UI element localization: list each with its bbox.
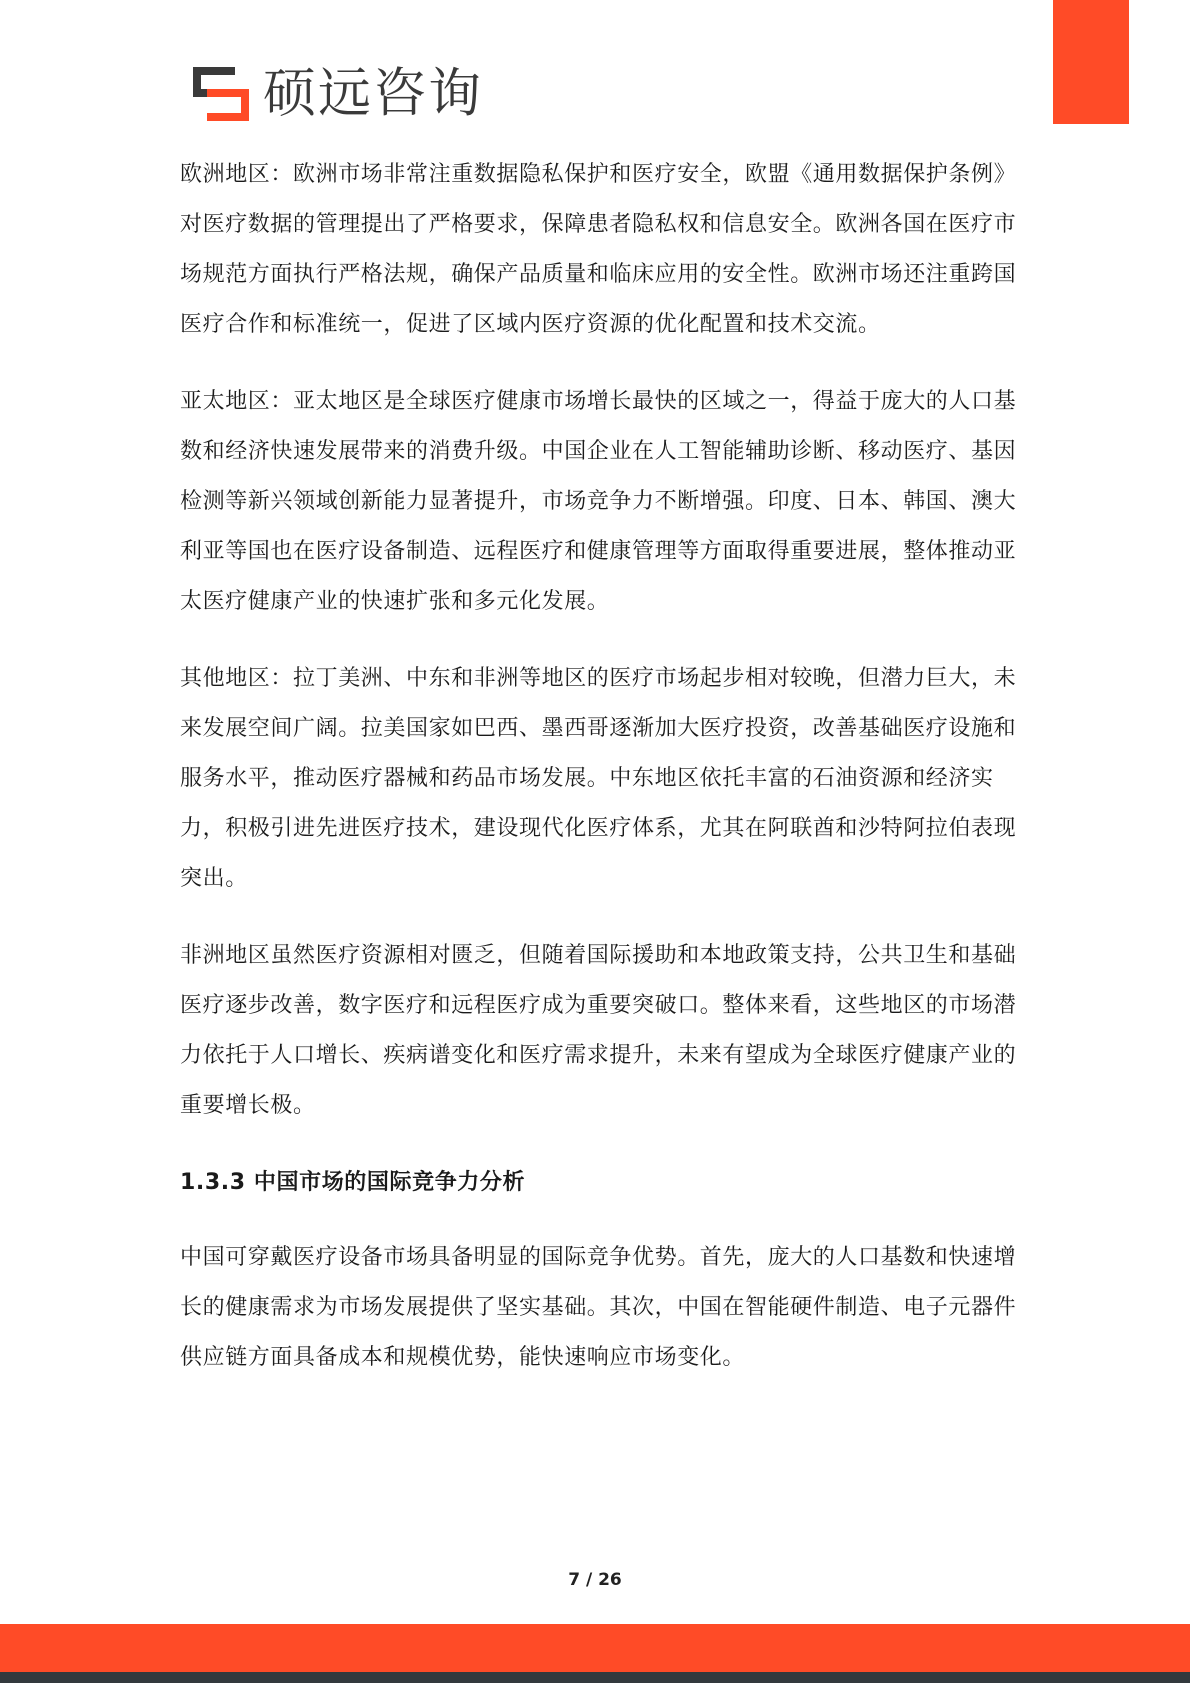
brand-name: 硕远咨询	[263, 63, 483, 124]
document-body	[180, 150, 1020, 1410]
section-heading: 1.3.3 中国市场的国际竞争力分析	[180, 1170, 526, 1195]
page-number: 7 / 26	[568, 1570, 622, 1590]
paragraph-other-regions: 其他地区：拉丁美洲、中东和非洲等地区的医疗市场起步相对较晚，但潜力巨大，未来发展空间广阔。拉美国家如巴西、墨西哥逐渐加大医疗投资，改善基础医疗设施和服务水平，推动医疗器械和药品市场发展。中东地区依托丰富的石油资源和经济实力，积极引进先进医疗技术，建设现代化医疗体系，尤其在阿联酋和沙特阿拉伯表现突出。	[180, 666, 1017, 891]
paragraph-europe: 欧洲地区：欧洲市场非常注重数据隐私保护和医疗安全，欧盟《通用数据保护条例》对医疗数据的管理提出了严格要求，保障患者隐私权和信息安全。欧洲各国在医疗市场规范方面执行严格法规，确保产品质量和临床应用的安全性。欧洲市场还注重跨国医疗合作和标准统一，促进了区域内医疗资源的优化配置和技术交流。	[180, 162, 1017, 337]
footer-accent-bar	[0, 1624, 1190, 1672]
brand-mark-icon	[193, 67, 249, 121]
corner-accent-tab	[1053, 0, 1129, 124]
brand-logo	[193, 62, 483, 126]
paragraph-china-competitiveness: 中国可穿戴医疗设备市场具备明显的国际竞争优势。首先，庞大的人口基数和快速增长的健康需求为市场发展提供了坚实基础。其次，中国在智能硬件制造、电子元器件供应链方面具备成本和规模优势，能快速响应市场变化。	[180, 1245, 1017, 1370]
footer-dark-strip	[0, 1672, 1190, 1683]
paragraph-asia-pacific: 亚太地区：亚太地区是全球医疗健康市场增长最快的区域之一，得益于庞大的人口基数和经济快速发展带来的消费升级。中国企业在人工智能辅助诊断、移动医疗、基因检测等新兴领域创新能力显著提升，市场竞争力不断增强。印度、日本、韩国、澳大利亚等国也在医疗设备制造、远程医疗和健康管理等方面取得重要进展，整体推动亚太医疗健康产业的快速扩张和多元化发展。	[180, 389, 1017, 614]
paragraph-africa: 非洲地区虽然医疗资源相对匮乏，但随着国际援助和本地政策支持，公共卫生和基础医疗逐步改善，数字医疗和远程医疗成为重要突破口。整体来看，这些地区的市场潜力依托于人口增长、疾病谱变化和医疗需求提升，未来有望成为全球医疗健康产业的重要增长极。	[180, 943, 1017, 1118]
